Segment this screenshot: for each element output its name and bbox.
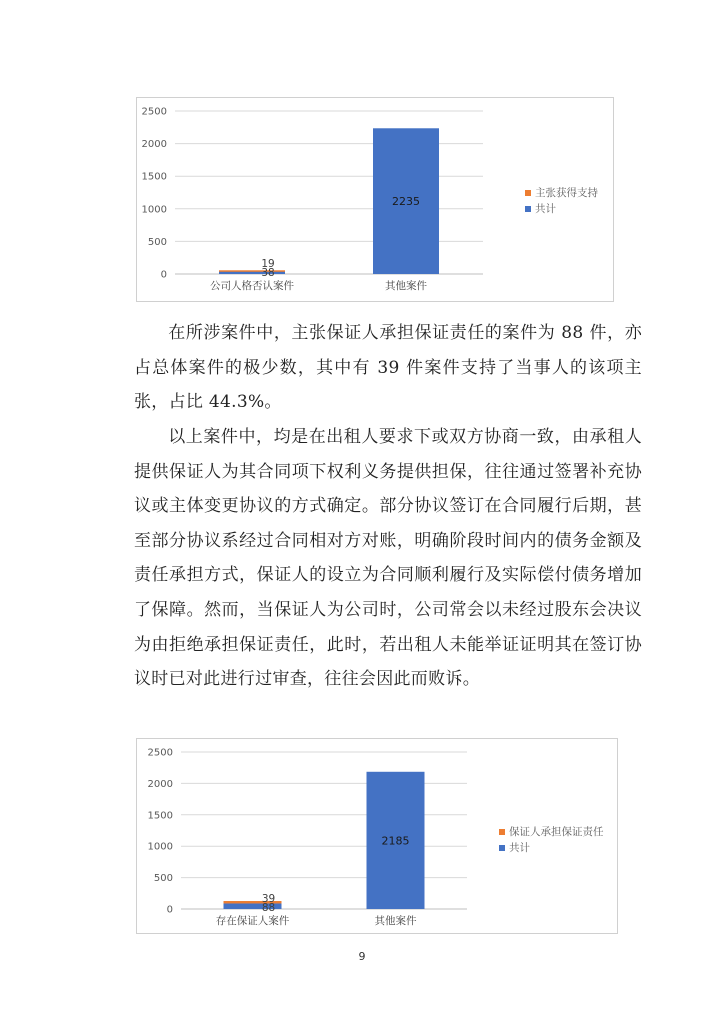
page-number: 9 (358, 950, 366, 963)
y-tick-label: 2500 (147, 747, 173, 759)
legend-swatch (525, 190, 531, 196)
legend-label: 共计 (535, 203, 556, 215)
data-label: 19 (261, 258, 275, 270)
data-label: 88 (261, 902, 276, 914)
y-tick-label: 0 (160, 269, 167, 281)
paragraph-1 (134, 316, 642, 420)
x-category-label: 其他案件 (385, 280, 427, 292)
data-label: 38 (261, 267, 275, 279)
paragraph-1-text: 在所涉案件中，主张保证人承担保证责任的案件为 88 件，亦占总体案件的极少数，其中有 39 件案件支持了当事人的该项主张，占比 44.3%。 (134, 323, 642, 413)
bar-主张获得支持 (219, 270, 285, 272)
y-tick-label: 2000 (141, 139, 167, 151)
bar-共计 (219, 272, 285, 274)
data-label: 2235 (392, 195, 420, 209)
y-tick-label: 1000 (147, 841, 173, 853)
x-category-label: 存在保证人案件 (215, 915, 290, 927)
legend-swatch (499, 829, 505, 835)
y-tick-label: 1500 (147, 810, 173, 822)
legend-label: 保证人承担保证责任 (509, 826, 604, 838)
data-label: 39 (261, 893, 276, 905)
x-category-label: 公司人格否认案件 (210, 280, 294, 292)
chart1-svg (137, 98, 613, 301)
chart-personality-denial (136, 97, 614, 302)
y-tick-label: 1500 (141, 171, 167, 183)
y-tick-label: 1000 (141, 204, 167, 216)
y-tick-label: 2000 (147, 778, 173, 790)
paragraph-2 (134, 420, 642, 697)
legend-swatch (499, 845, 505, 851)
chart-guarantor (136, 738, 618, 934)
y-tick-label: 2500 (141, 106, 167, 118)
paragraph-2-text: 以上案件中，均是在出租人要求下或双方协商一致，由承租人提供保证人为其合同项下权利义务提供担保，往往通过签署补充协议或主体变更协议的方式确定。部分协议签订在合同履行后期，甚至部分协议系经过合同相对方对账，明确阶段时间内的债务金额及责任承担方式，保证人的设立为合同顺利履行及实际偿付债务增加了保障。然而，当保证人为公司时，公司常会以未经过股东会决议为由拒绝承担保证责任，此时，若出租人未能举证证明其在签订协议时已对此进行过审查，往往会因此而败诉。 (134, 427, 642, 690)
y-tick-label: 0 (166, 904, 173, 916)
y-tick-label: 500 (147, 236, 167, 248)
x-category-label: 其他案件 (374, 915, 417, 927)
legend-label: 主张获得支持 (535, 187, 598, 199)
data-label: 2185 (381, 834, 410, 848)
legend-swatch (525, 206, 531, 212)
y-tick-label: 500 (153, 873, 173, 885)
legend-label: 共计 (509, 842, 530, 854)
chart2-svg (137, 739, 617, 933)
